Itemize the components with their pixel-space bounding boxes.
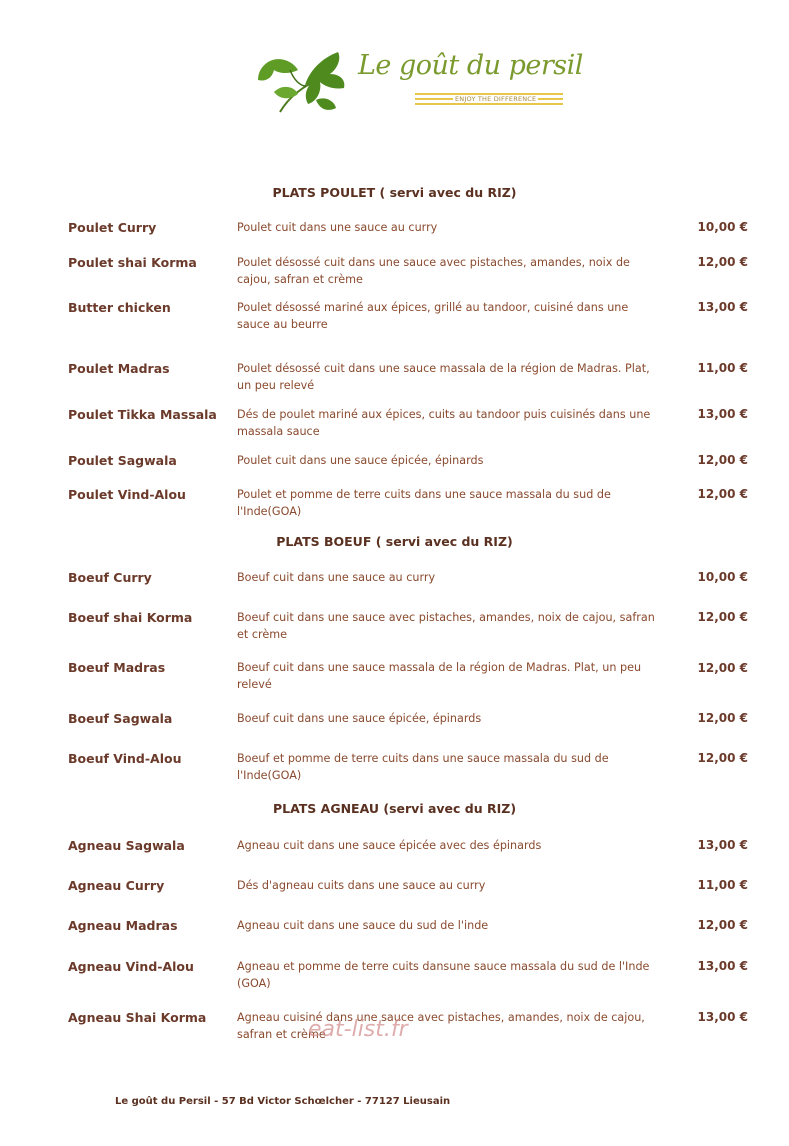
item-description: Poulet désossé mariné aux épices, grillé au tandoor, cuisiné dans une sauce au beurre — [237, 301, 629, 331]
item-description: Boeuf cuit dans une sauce au curry — [237, 571, 436, 584]
item-price: 12,00 € — [697, 711, 748, 725]
item-price: 12,00 € — [697, 751, 748, 765]
item-price: 10,00 € — [697, 220, 748, 234]
item-price: 12,00 € — [697, 255, 748, 269]
item-description: Dés d'agneau cuits dans une sauce au curry — [237, 879, 486, 892]
item-price: 13,00 € — [697, 1010, 748, 1024]
brand-name: Le goût du persil — [358, 50, 583, 81]
restaurant-logo — [250, 40, 583, 125]
item-description: Poulet et pomme de terre cuits dans une sauce massala du sud de l'Inde(GOA) — [237, 488, 611, 518]
tagline: ENJOY THE DIFFERENCE — [455, 95, 537, 103]
footer-address: Le goût du Persil - 57 Bd Victor Schœlcher - 77127 Lieusain — [115, 1096, 451, 1107]
item-description: Poulet cuit dans une sauce épicée, épinards — [237, 454, 484, 467]
item-price: 13,00 € — [697, 300, 748, 314]
item-name: Poulet Sagwala — [68, 453, 177, 468]
item-description: Poulet désossé cuit dans une sauce avec pistaches, amandes, noix de cajou, safran et crème — [237, 256, 630, 286]
item-name: Boeuf Madras — [68, 660, 166, 675]
watermark: eat-list.fr — [308, 1017, 408, 1042]
section-title-agneau: PLATS AGNEAU (servi avec du RIZ) — [272, 801, 517, 816]
item-description: Dés de poulet mariné aux épices, cuits au tandoor puis cuisinés dans une massala sauce — [237, 408, 651, 438]
item-name: Boeuf Vind-Alou — [68, 751, 182, 766]
item-name: Poulet shai Korma — [68, 255, 197, 270]
parsley-leaf-icon — [250, 40, 355, 120]
item-description: Boeuf cuit dans une sauce épicée, épinards — [237, 712, 482, 725]
item-name: Butter chicken — [68, 300, 171, 315]
item-description: Agneau cuisiné dans une sauce avec pistaches, amandes, noix de cajou, safran et crème — [237, 1011, 645, 1041]
item-price: 12,00 € — [697, 453, 748, 467]
item-description: Agneau et pomme de terre cuits dansune sauce massala du sud de l'Inde (GOA) — [237, 960, 650, 990]
item-description: Agneau cuit dans une sauce épicée avec des épinards — [237, 839, 542, 852]
item-name: Agneau Curry — [68, 878, 165, 893]
item-name: Poulet Tikka Massala — [68, 407, 217, 422]
item-name: Boeuf Curry — [68, 570, 152, 585]
item-price: 11,00 € — [697, 878, 748, 892]
item-name: Agneau Shai Korma — [68, 1010, 207, 1025]
item-description: Boeuf et pomme de terre cuits dans une sauce massala du sud de l'Inde(GOA) — [237, 752, 609, 782]
item-name: Poulet Vind-Alou — [68, 487, 186, 502]
item-name: Agneau Sagwala — [68, 838, 185, 853]
item-description: Agneau cuit dans une sauce du sud de l'inde — [237, 919, 489, 932]
item-name: Boeuf shai Korma — [68, 610, 193, 625]
item-price: 13,00 € — [697, 838, 748, 852]
item-price: 12,00 € — [697, 610, 748, 624]
item-name: Agneau Madras — [68, 918, 178, 933]
item-description: Poulet désossé cuit dans une sauce massala de la région de Madras. Plat, un peu relevé — [237, 362, 650, 392]
item-price: 12,00 € — [697, 661, 748, 675]
item-price: 11,00 € — [697, 361, 748, 375]
item-name: Agneau Vind-Alou — [68, 959, 194, 974]
section-title-poulet: PLATS POULET ( servi avec du RIZ) — [272, 185, 517, 200]
item-name: Poulet Curry — [68, 220, 157, 235]
item-name: Poulet Madras — [68, 361, 170, 376]
tagline-banner — [415, 93, 563, 107]
item-price: 12,00 € — [697, 487, 748, 501]
item-price: 13,00 € — [697, 407, 748, 421]
item-description: Boeuf cuit dans une sauce avec pistaches, amandes, noix de cajou, safran et crème — [237, 611, 655, 641]
item-price: 13,00 € — [697, 959, 748, 973]
item-name: Boeuf Sagwala — [68, 711, 173, 726]
section-title-boeuf: PLATS BOEUF ( servi avec du RIZ) — [276, 534, 513, 549]
item-price: 10,00 € — [697, 570, 748, 584]
item-description: Poulet cuit dans une sauce au curry — [237, 221, 438, 234]
item-description: Boeuf cuit dans une sauce massala de la région de Madras. Plat, un peu relevé — [237, 661, 642, 691]
item-price: 12,00 € — [697, 918, 748, 932]
